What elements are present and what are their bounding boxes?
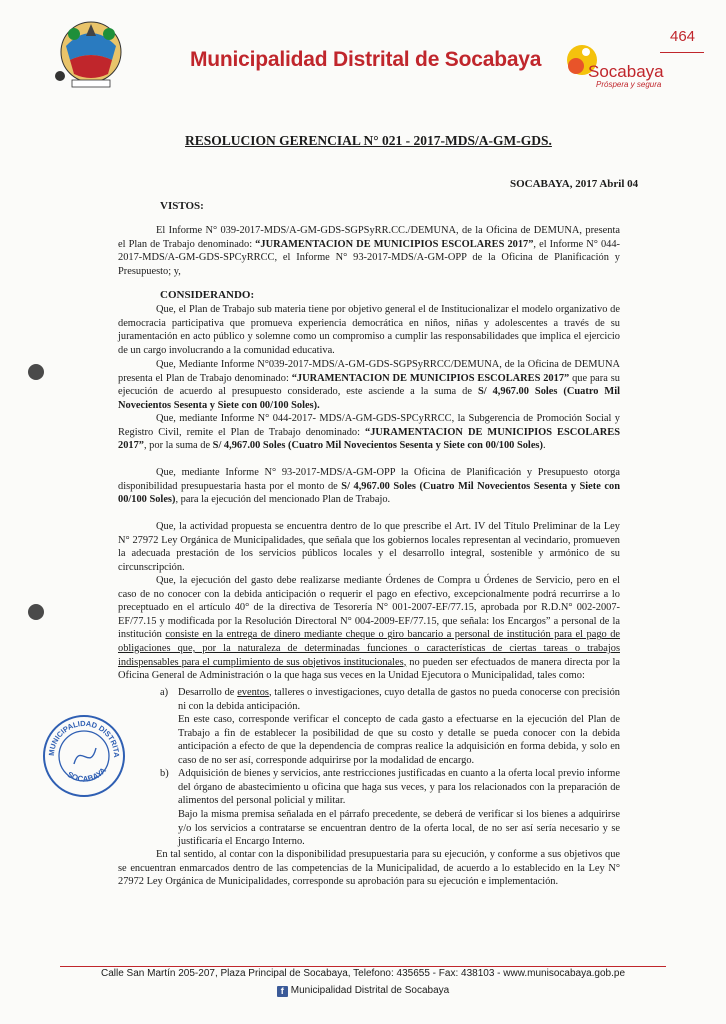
footer-address: Calle San Martín 205-207, Plaza Principal de Socabaya, Telefono: 435655 - Fax: 438103 - www.munisocabaya.gob.pe	[100, 968, 626, 979]
stamp-bottom-text: SOCABAYA	[65, 765, 108, 784]
municipal-coat-of-arms	[52, 10, 130, 92]
list-item-a-detail: En este caso, corresponde verificar el concepto de cada gasto a efectuarse en la ejecución del Plan de Trabajo a fin de establecer la posibilidad de que su costo y detalle se pueda conocer con la debida anticipación a efecto de que la dependencia de compras realice la adquisición en forma debida, y solo en caso de no ser así, corresponde adquirirse por la modalidad de encargo.	[178, 714, 620, 766]
facebook-icon: f	[277, 986, 288, 997]
considerando-heading: CONSIDERANDO:	[160, 289, 255, 301]
considerando-paragraph-2: Que, Mediante Informe N°039-2017-MDS/A-GM-GDS-SGPSyRRCC/DEMUNA, de la Oficina de DEMUNA presenta el Plan de Trabajo denominado: “JURAMENTACION DE MUNICIPIOS ESCOLARES 2017” que para su ejecución de acuerdo al presupuesto considerado, este asciende a la suma de S/ 4,967.00 Soles (Cuatro Mil Novecientos Sesenta y Siete con 00/100 Soles).	[118, 359, 620, 411]
folio-number: 464	[670, 28, 696, 45]
list-item-b-detail: Bajo la misma premisa señalada en el párrafo precedente, se deberá de verificar si los bienes a adquirirse y/o los servicios a contratarse se encuentran dentro de la oferta local, de no ser así sería necesario y se justificaría el Encargo Interno.	[178, 809, 620, 848]
binder-hole-top	[28, 364, 44, 380]
footer-social-label: Municipalidad Distrital de Socabaya	[290, 985, 450, 996]
stamp-ring-text: MUNICIPALIDAD DISTRITA	[46, 718, 122, 758]
folio-underline	[660, 52, 704, 53]
resolution-title: RESOLUCION GERENCIAL N° 021 - 2017-MDS/A-GM-GDS.	[185, 133, 552, 148]
list-item-b-text: Adquisición de bienes y servicios, ante restricciones justificadas en cuanto a la oferta local previo informe del órgano de abastecimiento u oficina que haga sus veces, y para los relacionados con la preparación de alimentos del personal policial y militar.	[178, 768, 620, 807]
date-line: SOCABAYA, 2017 Abril 04	[510, 178, 639, 190]
considerando-paragraph-1: Que, el Plan de Trabajo sub materia tiene por objetivo general el de Institucionalizar el modelo organizativo de democracia participativa que promueva experiencia democrática en niños, niñas y adolescentes a través de su juramentación en acto público y solemne como un compromiso a cumplir las responsabilidades que implica el ejercicio de un cargo involucrando a la comunidad educativa.	[118, 304, 620, 356]
brand-name: Socabaya	[588, 62, 664, 81]
considerando-paragraph-4: Que, mediante Informe N° 93-2017-MDS/A-GM-OPP la Oficina de Planificación y Presupuesto otorga disponibilidad presupuestaria hasta por el monto de S/ 4,967.00 Soles (Cuatro Mil Novecientos Sesenta y Siete con 00/100 Soles), para la ejecución del mencionado Plan de Trabajo.	[118, 467, 620, 506]
brand-tagline: Próspera y segura	[596, 80, 662, 89]
svg-text:SOCABAYA	[66, 766, 109, 784]
footer-rule	[60, 966, 666, 967]
binder-hole-bottom	[28, 604, 44, 620]
considerando-paragraph-6: Que, la ejecución del gasto debe realizarse mediante Órdenes de Compra u Órdenes de Servicio, pero en el caso de no conocer con la debida anticipación o requerir el pago en efectivo, excepcionalmente podrá recurrirse a lo preceptuado en el artículo 40° de la directiva de Tesorería N° 001-2007-EF/77.15, aprobada por R.D.N° 002-2007-EF/77.15 y modificada por la Resolución Directoral N° 004-2009-EF/77.15, que señala: los Encargos” a personal de la institución consiste en la entrega de dinero mediante cheque o giro bancario a personal de institución para el pago de obligaciones que, por la naturaleza de determinadas funciones o características de ciertas tareas o trabajos indispensables para el cumplimiento de sus objetivos institucionales, no pueden ser efectuados de manera directa por la Oficina General de Administración o la que haga sus veces en la Unidad Ejecutora o Municipalidad, tales como:	[118, 575, 621, 682]
list-marker-a: a)	[160, 687, 169, 698]
list-marker-b: b)	[160, 768, 169, 779]
official-seal-stamp	[40, 712, 128, 800]
considerando-paragraph-7: En tal sentido, al contar con la disponibilidad presupuestaria para su ejecución, y conforme a sus objetivos que se encuentran enmarcados dentro de las competencias de la Municipalidad, de acuerdo a lo establecido en la Ley N° 27972 Ley Orgánica de Municipalidades, corresponde su aprobación para su ejecución e implementación.	[118, 849, 620, 888]
municipality-name: Municipalidad Distrital de Socabaya	[190, 48, 542, 71]
vistos-heading: VISTOS:	[160, 200, 204, 212]
considerando-paragraph-5: Que, la actividad propuesta se encuentra dentro de lo que prescribe el Art. IV del Título Preliminar de la Ley N° 27972 Ley Orgánica de Municipalidades, que señala que los gobiernos locales representan al vecindario, promueven la adecuada prestación de los servicios públicos locales y el desarrollo integral, sostenible y armónico de su circunscripción.	[118, 521, 620, 573]
footer-social	[0, 985, 726, 997]
list-item-a-text: Desarrollo de eventos, talleres o investigaciones, cuyo detalla de gastos no pueda conocerse con precisión ni con la debida anticipación.	[178, 687, 621, 712]
vistos-paragraph: El Informe N° 039-2017-MDS/A-GM-GDS-SGPSyRR.CC./DEMUNA, de la Oficina de DEMUNA, presenta el Plan de Trabajo denominado: “JURAMENTACION DE MUNICIPIOS ESCOLARES 2017”, el Informe N° 044-2017-MDS/A-GM-GDS-SPCyRRCC, el Informe N° 93-2017-MDS/A-GM-OPP de la Oficina de Planificación y Presupuesto; y,	[118, 225, 620, 277]
considerando-paragraph-3: Que, mediante Informe N° 044-2017- MDS/A-GM-GDS-SPCyRRCC, la Subgerencia de Promoción Social y Registro Civil, remite el Plan de Trabajo denominado: “JURAMENTACION DE MUNICIPIOS ESCOLARES 2017”, por la suma de S/ 4,967.00 Soles (Cuatro Mil Novecientos Sesenta y Siete con 00/100 Soles).	[118, 413, 620, 452]
